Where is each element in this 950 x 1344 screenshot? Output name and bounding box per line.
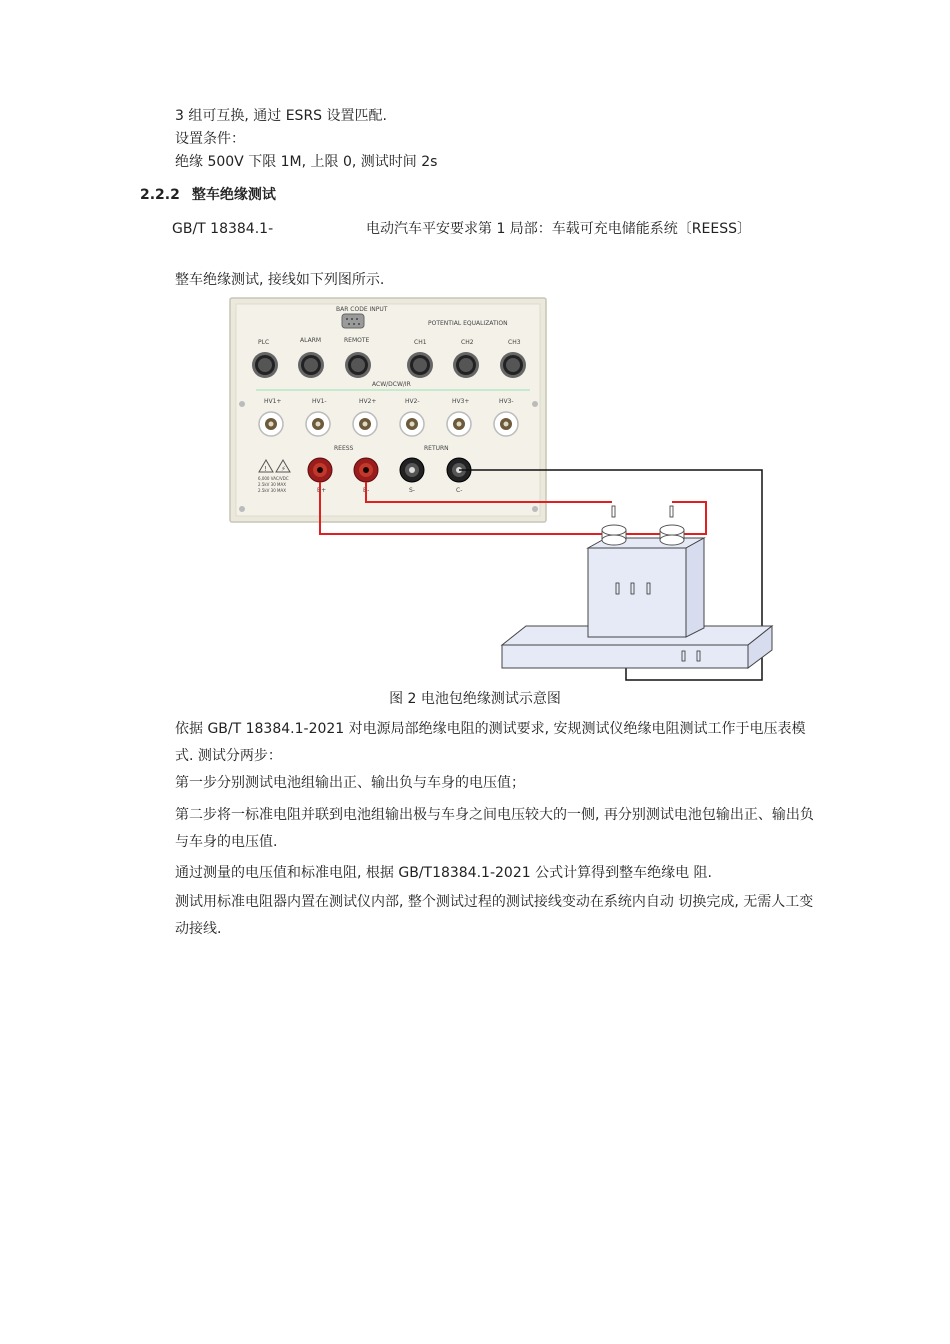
label-hv1p: HV1+ <box>264 398 282 405</box>
lead-text: 整车绝缘测试, 接线如下列图所示. <box>175 272 385 288</box>
label-plc: PLC <box>258 339 270 346</box>
paragraph-3: 第二步将一标准电阻并联到电池组输出极与车身之间电压较大的一侧, 再分别测试电池包输出正、输出负与车身的电压值. <box>175 807 814 850</box>
paragraph-2: 第一步分别测试电池组输出正、输出负与车身的电压值； <box>175 775 525 791</box>
label-hv2m: HV2- <box>405 398 420 405</box>
standard-code: GB/T 18384.1- <box>172 221 274 237</box>
warning-line-3: 2.5kV 30 MAX <box>258 488 286 493</box>
intro-line-3: 绝缘 500V 下限 1M, 上限 0, 测试时间 2s <box>175 154 438 170</box>
label-ch3: CH3 <box>508 339 521 346</box>
figure-caption: 图 2 电池包绝缘测试示意图 <box>389 691 561 707</box>
intro-line-1: 3 组可互换, 通过 ESRS 设置匹配. <box>175 108 387 124</box>
label-cm: C- <box>456 487 463 494</box>
potential-label: POTENTIAL EQUALIZATION <box>428 320 508 327</box>
label-sm: S- <box>409 487 415 494</box>
return-label: RETURN <box>424 445 449 452</box>
paragraph-1: 依据 GB/T 18384.1-2021 对电源局部绝缘电阻的测试要求, 安规测试仪绝缘电阻测试工作于电压表模式. 测试分两步： <box>175 721 806 764</box>
section-title: 整车绝缘测试 <box>191 187 276 203</box>
label-alarm: ALARM <box>300 337 322 344</box>
label-remote: REMOTE <box>344 337 370 344</box>
section-number: 2.2.2 <box>140 187 180 203</box>
battery-terminal-right <box>660 525 684 545</box>
reess-label: REESS <box>334 445 354 452</box>
barcode-label: BAR CODE INPUT <box>336 306 388 313</box>
svg-text:!: ! <box>264 465 267 473</box>
label-bp: B+ <box>317 487 327 494</box>
svg-text:⚡: ⚡ <box>281 465 286 473</box>
paragraph-5: 测试用标准电阻器内置在测试仪内部, 整个测试过程的测试接线变动在系统内自动 切换完成, 无需人工变动接线. <box>175 894 814 937</box>
paragraph-4: 通过测量的电压值和标准电阻, 根据 GB/T18384.1-2021 公式计算得到整车绝缘电 阻. <box>175 865 712 881</box>
label-hv2p: HV2+ <box>359 398 377 405</box>
label-bm: B- <box>363 487 370 494</box>
label-hv3p: HV3+ <box>452 398 470 405</box>
intro-line-2: 设置条件： <box>175 131 245 147</box>
warning-line-2: 2.5kV 30 MAX <box>258 482 286 487</box>
warning-line-1: 6,000 VAC/VDC <box>258 476 289 481</box>
standard-name: 电动汽车平安要求第 1 局部：车载可充电储能系统〔REESS〕 <box>366 221 751 237</box>
battery-terminal-left <box>602 525 626 545</box>
label-hv1m: HV1- <box>312 398 327 405</box>
label-ch2: CH2 <box>461 339 474 346</box>
acw-label: ACW/DCW/IR <box>372 381 411 388</box>
battery-pack <box>588 506 704 637</box>
tester-panel <box>230 298 546 522</box>
label-hv3m: HV3- <box>499 398 514 405</box>
label-ch1: CH1 <box>414 339 427 346</box>
